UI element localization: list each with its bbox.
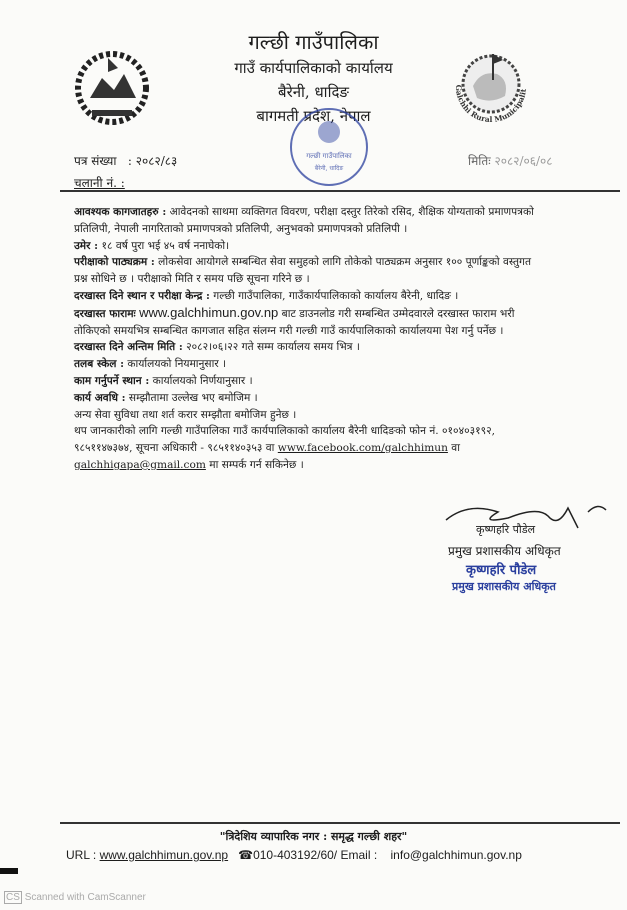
dispatch-number: चलानी नं. : <box>74 176 125 190</box>
svg-text:बैरेनी, धादिङ: बैरेनी, धादिङ <box>314 165 344 172</box>
signatory-name-stamp: कृष्णहरि पौडेल <box>466 563 537 578</box>
email-link[interactable]: galchhigapa@gmail.com <box>74 458 206 471</box>
age: उमेर : १८ वर्ष पुरा भई ४५ वर्ष ननाघेको। <box>74 239 230 252</box>
phone-icon: ☎ <box>238 848 254 862</box>
signature: कृष्णहरि पौडेल <box>438 498 608 538</box>
facebook-link[interactable]: www.facebook.com/galchhimun <box>277 442 448 455</box>
salary: तलब स्केल : कार्यालयको नियमानुसार । <box>74 358 227 371</box>
syllabus: परीक्षाको पाठ्यक्रम : लोकसेवा आयोगले सम्बन्धित सेवा समुहको लागि तोकेको पाठ्यक्रम अनुसार १०० पूर्णाङ्कको वस्तुगत <box>74 256 532 269</box>
application-form: दरखास्त फारामः www.galchhimun.gov.np बाट डाउनलोड गरी सम्बन्धित उम्मेदवारले दरखास्त फाराम भरी <box>74 304 515 320</box>
svg-text:गल्छी गाउँपालिका: गल्छी गाउँपालिका <box>306 152 352 160</box>
office-province: बागमती प्रदेश, नेपाल <box>256 107 371 125</box>
signatory-title-stamp: प्रमुख प्रशासकीय अधिकृत <box>452 580 556 593</box>
footer-divider <box>60 822 620 824</box>
footer-email[interactable]: info@galchhimun.gov.np <box>390 848 522 862</box>
work-place: काम गर्नुपर्ने स्थान : कार्यालयको निर्णयानुसार । <box>74 374 253 387</box>
municipality-logo-text: Galchhi Rural Municipalit <box>453 84 528 125</box>
footer-url[interactable]: www.galchhimun.gov.np <box>99 848 229 862</box>
required-documents: आवश्यक कागजातहरु : आवेदनको साथमा व्यक्तिगत विवरण, परीक्षा दस्तुर तिरेको रसिद, शैक्षिक योग्यताको प्रमाणपत्रको <box>74 206 534 218</box>
duration: कार्य अवधि : सम्झौतामा उल्लेख भए बमोजिम । <box>74 391 258 404</box>
tagline: "त्रिदेशिय व्यापारिक नगर : समृद्ध गल्छी शहर" <box>219 830 408 843</box>
office-name: गाउँ कार्यपालिकाको कार्यालय <box>234 59 393 77</box>
ref-number: पत्र संख्या : २०८२/८३ <box>74 154 178 168</box>
application-place: दरखास्त दिने स्थान र परीक्षा केन्द्र : गल्छी गाउँपालिका, गाउँकार्यपालिकाको कार्यालय बैरेनी, धादिङ । <box>74 289 459 302</box>
signatory-title: प्रमुख प्रशासकीय अधिकृत <box>448 544 561 558</box>
office-stamp <box>290 108 368 186</box>
notice-body: आवश्यक कागजातहरु : आवेदनको साथमा व्यक्तिगत विवरण, परीक्षा दस्तुर तिरेको रसिद, शैक्षिक योग्यताको प्रमाणपत्रको प्रतिलिपी, नेपाली नागरिताको प्रमाणपत्रको प्रतिलिपी, अनुभवको प्रमाणपत्रको प्रतिलिपी । उमेर : १८ वर्ष पुरा भई ४५ वर्ष ननाघेको। परीक्षाको पाठ्यक्रम : लोकसेवा आयोगले सम्बन्धित सेवा समुहको लागि तोकेको पाठ्यक्रम अनुसार १०० पूर्णाङ्कको वस्तुगत प्रश्न सोधिने छ । परीक्षाको मिति र समय पछि सूचना गरिने छ । दरखास्त दिने स्थान र परीक्षा केन्द्र : गल्छी गाउँपालिका, गाउँकार्यपालिकाको कार्यालय बैरेनी, धादिङ । दरखास्त फारामः www.galchhimun.gov.np बाट डाउनलोड गरी सम्बन्धित उम्मेदवारले दरखास्त फाराम भरी तोकिएको समयभित्र सम्बन्धित कागजात सहित संलग्न गरी गल्छी गाउँ कार्यपालिकाको कार्यालयमा पेश गर्नु पर्नेछ । दरखास्त दिने अन्तिम मिति : २०८२।०६।२२ गते सम्म कार्यालय समय भित्र । तलब स्केल : कार्यालयको नियमानुसार । काम गर्नुपर्ने स्थान : कार्यालयको निर्णयानुसार । कार्य अवधि : सम्झौतामा उल्लेख भए बमोजिम । अन्य सेवा सुविधा तथा शर्त करार सम्झौता बमोजिम हुनेछ । थप जानकारीको लागि गल्छी गाउँपालिका गाउँ कार्यपालिकाको कार्यालय बैरेनी धादिङको फोन नं. ०१०४०३१९२, ९८५११४७३७४, सूचना अधिकारी - ९८५११४०३५३ वा www.facebook.com/galchhimun वा galchhigapa@gmail.com मा सम्पर्क गर्न सकिनेछ । <box>74 204 594 474</box>
scan-edge <box>0 868 18 874</box>
org-title: गल्छी गाउँपालिका <box>248 30 379 54</box>
header-divider <box>60 190 620 192</box>
website-link[interactable]: www.galchhimun.gov.np <box>139 304 279 320</box>
date: मितिः २०८२/०६/०८ <box>468 154 553 168</box>
camscanner-watermark: CS Scanned with CamScanner <box>6 892 146 903</box>
footer-contacts: URL : www.galchhimun.gov.np ☎010-403192/60/ Email : info@galchhimun.gov.np <box>66 848 522 862</box>
deadline: दरखास्त दिने अन्तिम मिति : २०८२।०६।२२ गते सम्म कार्यालय समय भित्र । <box>74 341 360 354</box>
office-place: बैरेनी, धादिङ <box>278 83 349 101</box>
